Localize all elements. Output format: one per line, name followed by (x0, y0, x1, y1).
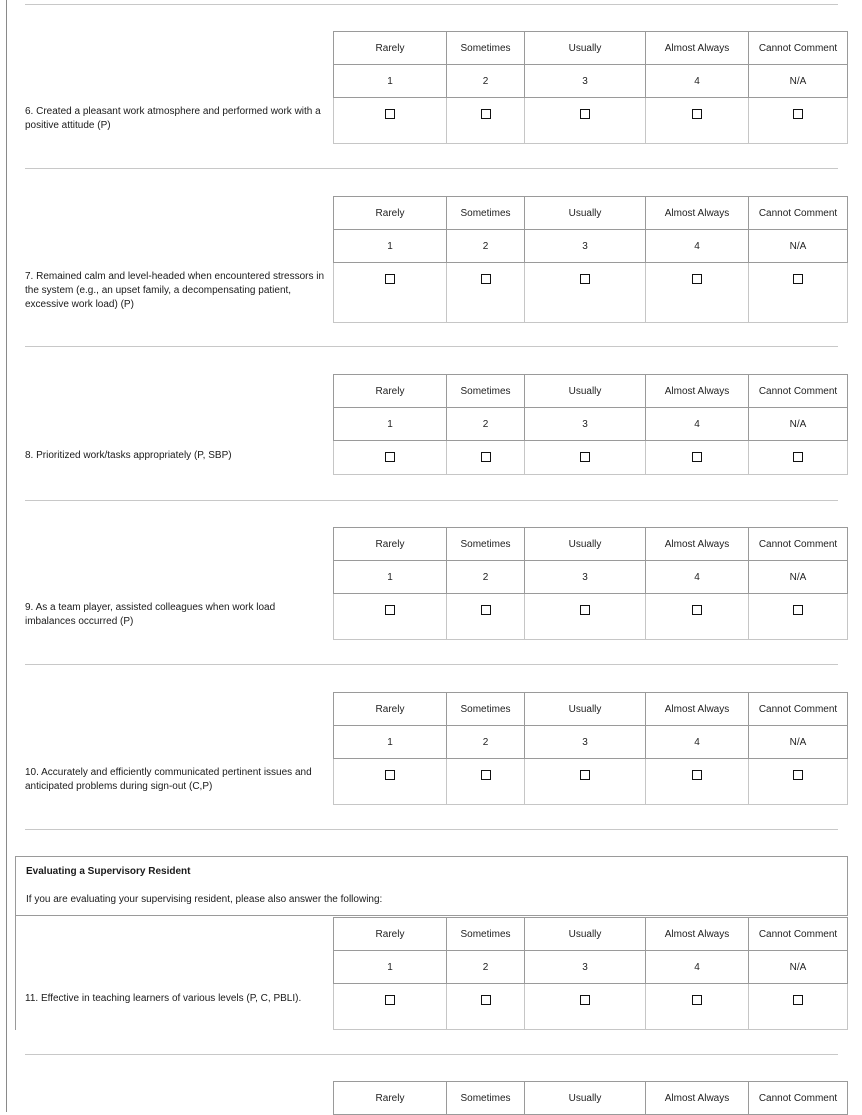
scale-value-2: 2 (447, 65, 525, 98)
question-9-rating-table (333, 527, 848, 640)
q7-checkbox-sometimes[interactable] (481, 274, 491, 284)
scale-label-sometimes: Sometimes (447, 375, 525, 408)
q10-checkbox-sometimes[interactable] (481, 770, 491, 780)
question-7-rating-table (333, 196, 848, 323)
scale-label-cannot-comment: Cannot Comment (749, 918, 848, 951)
scale-value-2: 2 (447, 230, 525, 263)
scale-label-usually: Usually (525, 693, 646, 726)
scale-label-rarely: Rarely (334, 1082, 447, 1115)
scale-label-rarely: Rarely (334, 375, 447, 408)
scale-value-1: 1 (334, 65, 447, 98)
scale-label-usually: Usually (525, 918, 646, 951)
scale-label-rarely: Rarely (334, 693, 447, 726)
question-6-rating-table (333, 31, 848, 144)
q9-checkbox-almost-always[interactable] (692, 605, 702, 615)
scale-label-cannot-comment: Cannot Comment (749, 375, 848, 408)
scale-label-almost-always: Almost Always (646, 197, 749, 230)
scale-value-1: 1 (334, 408, 447, 441)
q10-checkbox-cannot-comment[interactable] (793, 770, 803, 780)
scale-label-almost-always: Almost Always (646, 693, 749, 726)
scale-label-sometimes: Sometimes (447, 1082, 525, 1115)
scale-label-almost-always: Almost Always (646, 528, 749, 561)
scale-value-4: 4 (646, 726, 749, 759)
scale-label-rarely: Rarely (334, 197, 447, 230)
scale-value-4: 4 (646, 230, 749, 263)
q7-checkbox-almost-always[interactable] (692, 274, 702, 284)
question-8-label: 8. Prioritized work/tasks appropriately (P, SBP) (25, 450, 232, 461)
scale-value-na: N/A (749, 65, 848, 98)
page-left-border (6, 0, 7, 1112)
section-divider (25, 346, 838, 347)
scale-label-cannot-comment: Cannot Comment (749, 197, 848, 230)
question-7-label: 7. Remained calm and level-headed when encountered stressors in the system (e.g., an upset family, a decompensating patient, excessive work load) (P) (25, 271, 325, 310)
scale-value-4: 4 (646, 951, 749, 984)
scale-label-usually: Usually (525, 197, 646, 230)
q11-checkbox-rarely[interactable] (385, 995, 395, 1005)
section-divider (25, 829, 838, 830)
q10-checkbox-almost-always[interactable] (692, 770, 702, 780)
q6-checkbox-usually[interactable] (580, 109, 590, 119)
q9-checkbox-sometimes[interactable] (481, 605, 491, 615)
question-9-label: 9. As a team player, assisted colleagues when work load imbalances occurred (P) (25, 602, 276, 627)
scale-value-3: 3 (525, 230, 646, 263)
question-11-rating-table (333, 917, 848, 1030)
scale-label-sometimes: Sometimes (447, 528, 525, 561)
scale-value-3: 3 (525, 65, 646, 98)
scale-label-rarely: Rarely (334, 528, 447, 561)
scale-label-rarely: Rarely (334, 918, 447, 951)
q9-checkbox-usually[interactable] (580, 605, 590, 615)
q10-checkbox-usually[interactable] (580, 770, 590, 780)
scale-label-almost-always: Almost Always (646, 1082, 749, 1115)
q6-checkbox-sometimes[interactable] (481, 109, 491, 119)
scale-value-na: N/A (749, 951, 848, 984)
scale-value-na: N/A (749, 230, 848, 263)
supervisory-section-header (15, 856, 848, 916)
q11-checkbox-cannot-comment[interactable] (793, 995, 803, 1005)
supervisory-section-subtitle: If you are evaluating your supervising resident, please also answer the following: (26, 894, 383, 905)
scale-label-almost-always: Almost Always (646, 918, 749, 951)
q11-checkbox-almost-always[interactable] (692, 995, 702, 1005)
q9-checkbox-rarely[interactable] (385, 605, 395, 615)
scale-value-2: 2 (447, 951, 525, 984)
q6-checkbox-cannot-comment[interactable] (793, 109, 803, 119)
scale-label-usually: Usually (525, 375, 646, 408)
scale-value-1: 1 (334, 951, 447, 984)
scale-label-cannot-comment: Cannot Comment (749, 528, 848, 561)
scale-label-sometimes: Sometimes (447, 197, 525, 230)
q8-checkbox-almost-always[interactable] (692, 452, 702, 462)
q10-checkbox-rarely[interactable] (385, 770, 395, 780)
scale-value-na: N/A (749, 561, 848, 594)
q9-checkbox-cannot-comment[interactable] (793, 605, 803, 615)
scale-value-3: 3 (525, 408, 646, 441)
q6-checkbox-almost-always[interactable] (692, 109, 702, 119)
scale-label-almost-always: Almost Always (646, 32, 749, 65)
scale-label-usually: Usually (525, 528, 646, 561)
question-6-label: 6. Created a pleasant work atmosphere and performed work with a positive attitude (P) (25, 106, 321, 131)
scale-label-sometimes: Sometimes (447, 693, 525, 726)
scale-label-usually: Usually (525, 32, 646, 65)
q8-checkbox-cannot-comment[interactable] (793, 452, 803, 462)
question-10-rating-table (333, 692, 848, 805)
section-divider (25, 168, 838, 169)
scale-label-sometimes: Sometimes (447, 32, 525, 65)
question-10-label: 10. Accurately and efficiently communicated pertinent issues and anticipated problems during sign-out (C,P) (25, 767, 312, 792)
scale-value-1: 1 (334, 230, 447, 263)
q8-checkbox-rarely[interactable] (385, 452, 395, 462)
question-11-label: 11. Effective in teaching learners of various levels (P, C, PBLI). (25, 993, 302, 1004)
question-8-rating-table (333, 374, 848, 475)
section-divider (25, 664, 838, 665)
scale-value-na: N/A (749, 726, 848, 759)
scale-label-usually: Usually (525, 1082, 646, 1115)
scale-label-cannot-comment: Cannot Comment (749, 1082, 848, 1115)
scale-label-sometimes: Sometimes (447, 918, 525, 951)
scale-value-3: 3 (525, 951, 646, 984)
section-divider (25, 4, 838, 5)
section-divider (25, 1054, 838, 1055)
scale-value-2: 2 (447, 408, 525, 441)
scale-value-1: 1 (334, 726, 447, 759)
scale-value-1: 1 (334, 561, 447, 594)
scale-label-almost-always: Almost Always (646, 375, 749, 408)
q8-checkbox-usually[interactable] (580, 452, 590, 462)
scale-value-4: 4 (646, 561, 749, 594)
q11-checkbox-sometimes[interactable] (481, 995, 491, 1005)
q7-checkbox-usually[interactable] (580, 274, 590, 284)
supervisory-section-title: Evaluating a Supervisory Resident (26, 866, 191, 877)
scale-value-na: N/A (749, 408, 848, 441)
scale-label-rarely: Rarely (334, 32, 447, 65)
supervisory-section-border (15, 914, 16, 1030)
scale-value-3: 3 (525, 726, 646, 759)
scale-value-2: 2 (447, 561, 525, 594)
scale-value-3: 3 (525, 561, 646, 594)
scale-label-cannot-comment: Cannot Comment (749, 693, 848, 726)
q11-checkbox-usually[interactable] (580, 995, 590, 1005)
scale-value-2: 2 (447, 726, 525, 759)
section-divider (25, 500, 838, 501)
q8-checkbox-sometimes[interactable] (481, 452, 491, 462)
scale-value-4: 4 (646, 408, 749, 441)
question-12-rating-table (333, 1081, 848, 1115)
scale-value-4: 4 (646, 65, 749, 98)
q6-checkbox-rarely[interactable] (385, 109, 395, 119)
scale-label-cannot-comment: Cannot Comment (749, 32, 848, 65)
q7-checkbox-cannot-comment[interactable] (793, 274, 803, 284)
q7-checkbox-rarely[interactable] (385, 274, 395, 284)
